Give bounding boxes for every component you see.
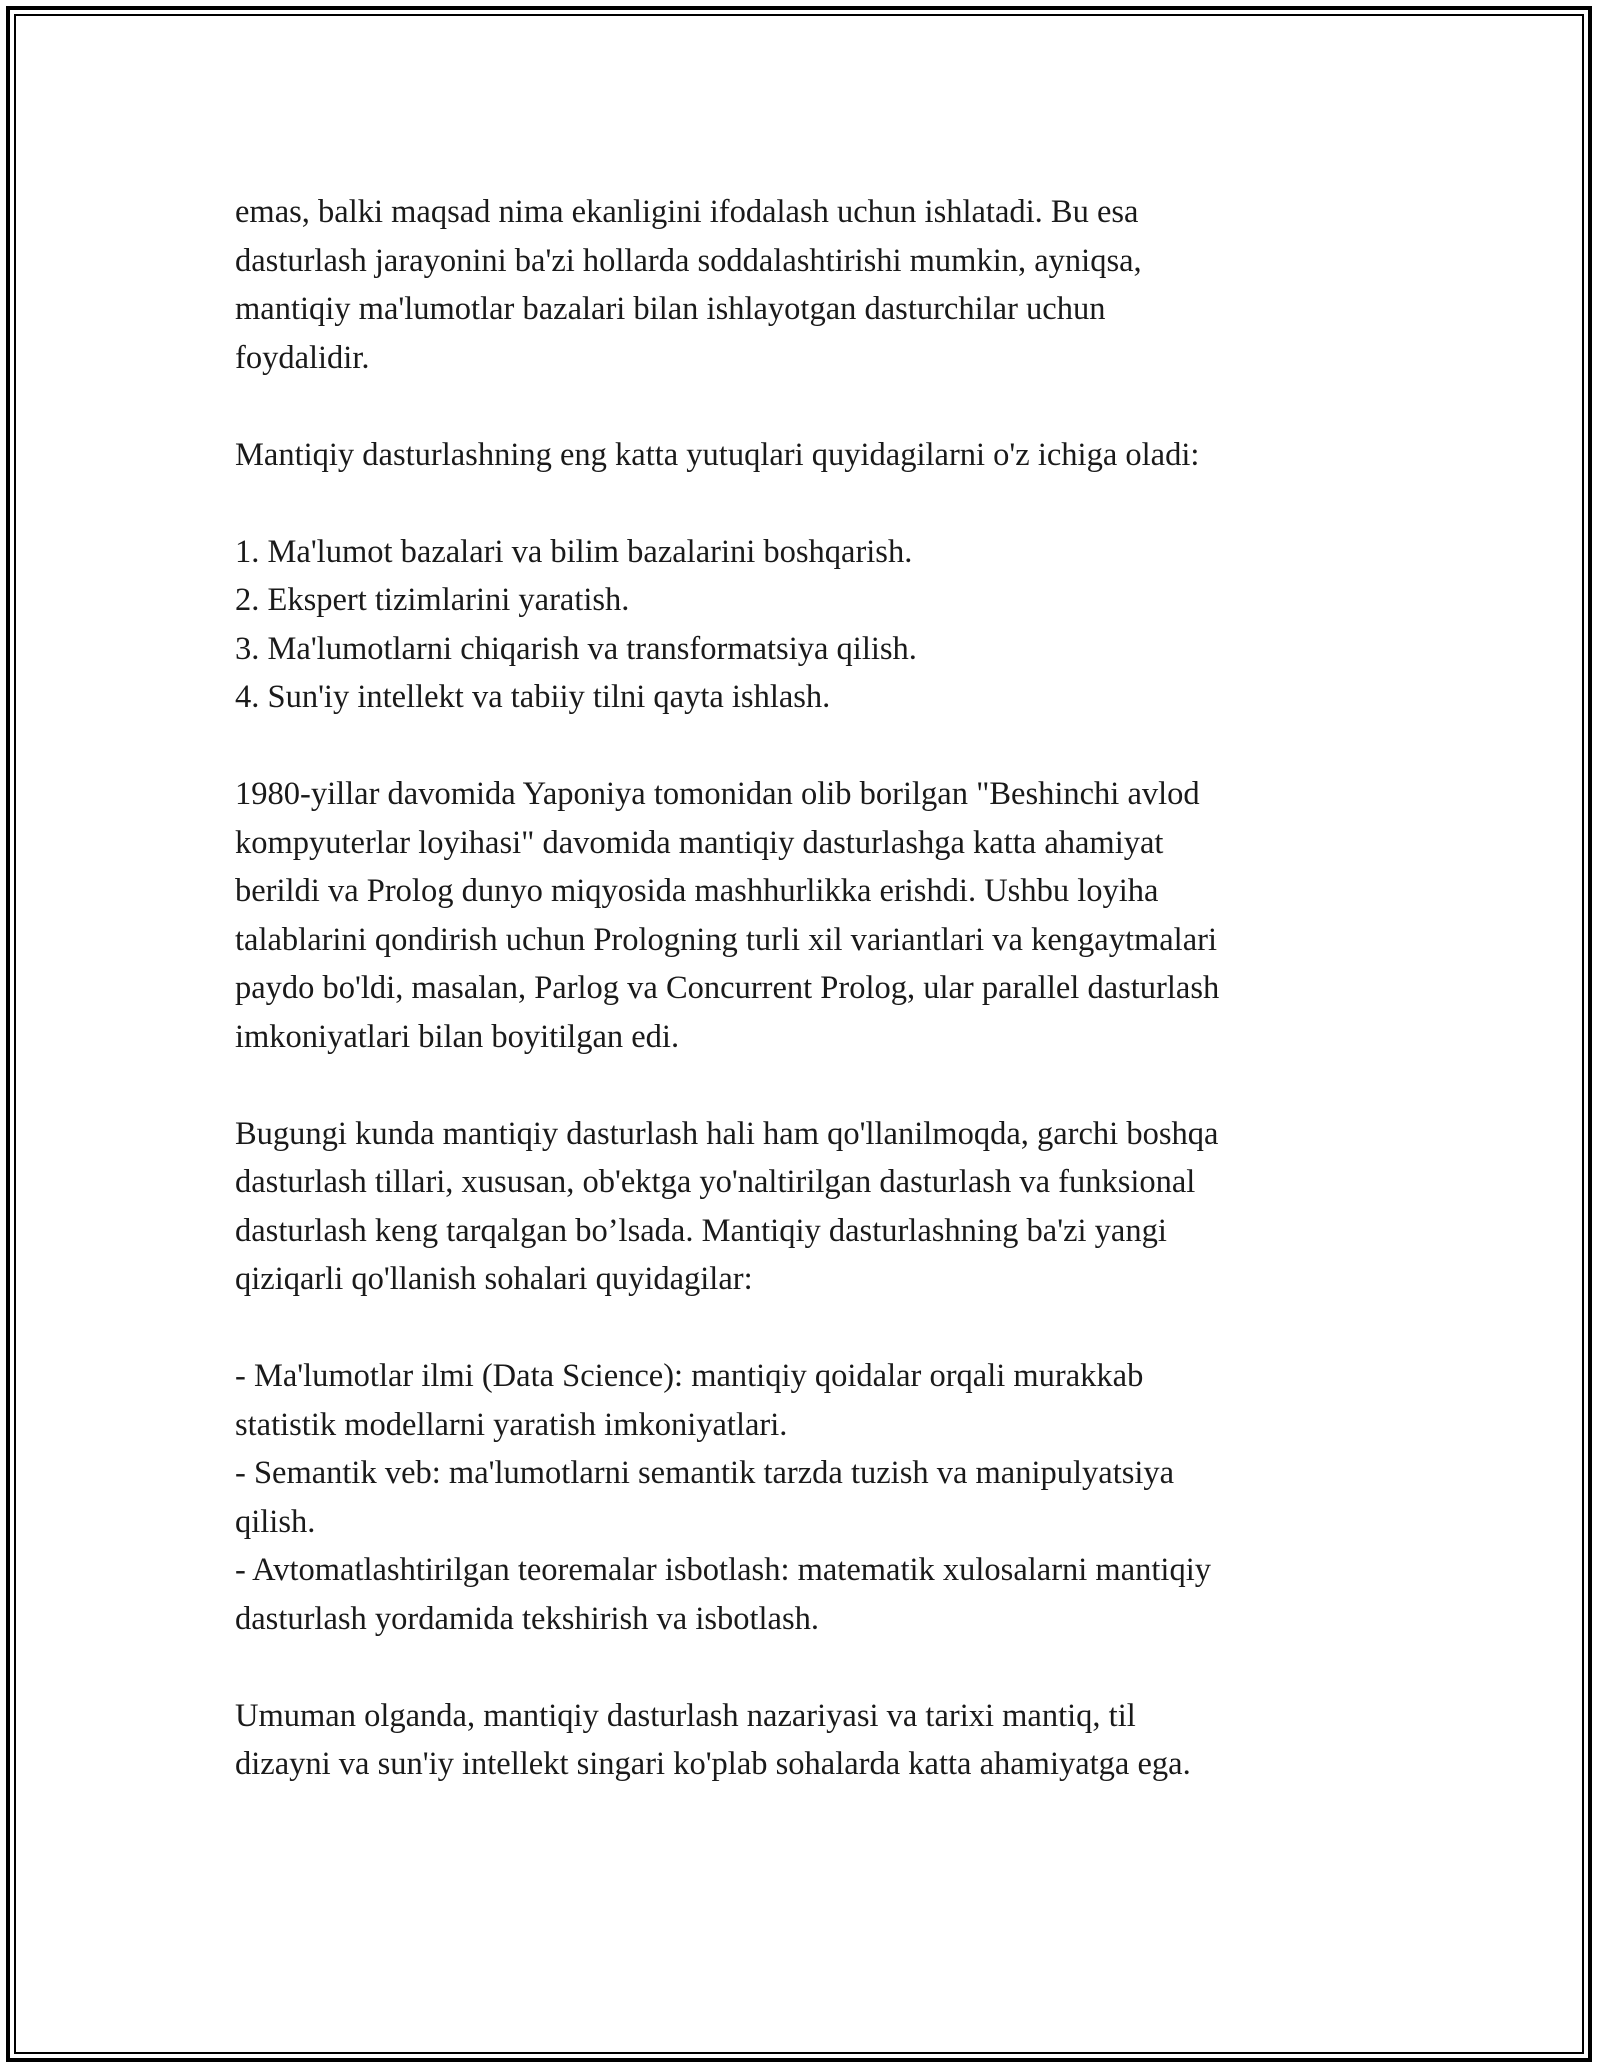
- list-item-continuation: dasturlash yordamida tekshirish va isbotlash.: [235, 1600, 820, 1637]
- text-line: imkoniyatlari bilan boyitilgan edi.: [235, 1018, 680, 1055]
- text-line: Umuman olganda, mantiqiy dasturlash nazariyasi va tarixi mantiq, til: [235, 1697, 1136, 1734]
- document-body: [235, 188, 1365, 1789]
- text-line: foydalidir.: [235, 339, 370, 376]
- list-item-continuation: statistik modellarni yaratish imkoniyatlari.: [235, 1406, 788, 1443]
- paragraph-conclusion: [235, 1692, 1365, 1789]
- list-item-continuation: qilish.: [235, 1503, 316, 1540]
- text-line: dasturlash jarayonini ba'zi hollarda soddalashtirishi mumkin, ayniqsa,: [235, 242, 1142, 279]
- text-line: 1980-yillar davomida Yaponiya tomonidan olib borilgan "Beshinchi avlod: [235, 776, 1200, 812]
- list-item: 1. Ma'lumot bazalari va bilim bazalarini boshqarish.: [235, 533, 913, 570]
- paragraph-achievements-intro: [235, 431, 1365, 480]
- paragraph-fifth-generation: [235, 770, 1365, 1061]
- list-item: 2. Ekspert tizimlarini yaratish.: [235, 582, 630, 618]
- bulleted-list: [235, 1352, 1365, 1643]
- text-line: paydo bo'ldi, masalan, Parlog va Concurrent Prolog, ular parallel dasturlash: [235, 970, 1220, 1006]
- text-line: dizayni va sun'iy intellekt singari ko'plab sohalarda katta ahamiyatga ega.: [235, 1746, 1191, 1782]
- list-item: 3. Ma'lumotlarni chiqarish va transformatsiya qilish.: [235, 630, 917, 667]
- text-line: dasturlash tillari, xususan, ob'ektga yo'naltirilgan dasturlash va funksional: [235, 1164, 1196, 1200]
- text-line: Mantiqiy dasturlashning eng katta yutuqlari quyidagilarni o'z ichiga oladi:: [235, 436, 1200, 473]
- text-line: emas, balki maqsad nima ekanligini ifodalash uchun ishlatadi. Bu esa: [235, 194, 1139, 230]
- text-line: Bugungi kunda mantiqiy dasturlash hali ham qo'llanilmoqda, garchi boshqa: [235, 1115, 1219, 1152]
- numbered-list: [235, 528, 1365, 722]
- text-line: berildi va Prolog dunyo miqyosida mashhurlikka erishdi. Ushbu loyiha: [235, 873, 1159, 909]
- text-line: qiziqarli qo'llanish sohalari quyidagilar:: [235, 1261, 753, 1297]
- text-line: kompyuterlar loyihasi" davomida mantiqiy dasturlashga katta ahamiyat: [235, 824, 1164, 861]
- list-item: - Avtomatlashtirilgan teoremalar isbotlash: matematik xulosalarni mantiqiy: [235, 1552, 1211, 1588]
- text-line: mantiqiy ma'lumotlar bazalari bilan ishlayotgan dasturchilar uchun: [235, 291, 1106, 327]
- paragraph-intro-continuation: [235, 188, 1365, 382]
- text-line: dasturlash keng tarqalgan bo’lsada. Mantiqiy dasturlashning ba'zi yangi: [235, 1212, 1167, 1249]
- list-item: - Semantik veb: ma'lumotlarni semantik tarzda tuzish va manipulyatsiya: [235, 1455, 1175, 1491]
- text-line: talablarini qondirish uchun Prologning turli xil variantlari va kengaytmalari: [235, 921, 1217, 958]
- list-item: - Ma'lumotlar ilmi (Data Science): mantiqiy qoidalar orqali murakkab: [235, 1358, 1144, 1394]
- paragraph-today: [235, 1110, 1365, 1304]
- list-item: 4. Sun'iy intellekt va tabiiy tilni qayta ishlash.: [235, 679, 831, 715]
